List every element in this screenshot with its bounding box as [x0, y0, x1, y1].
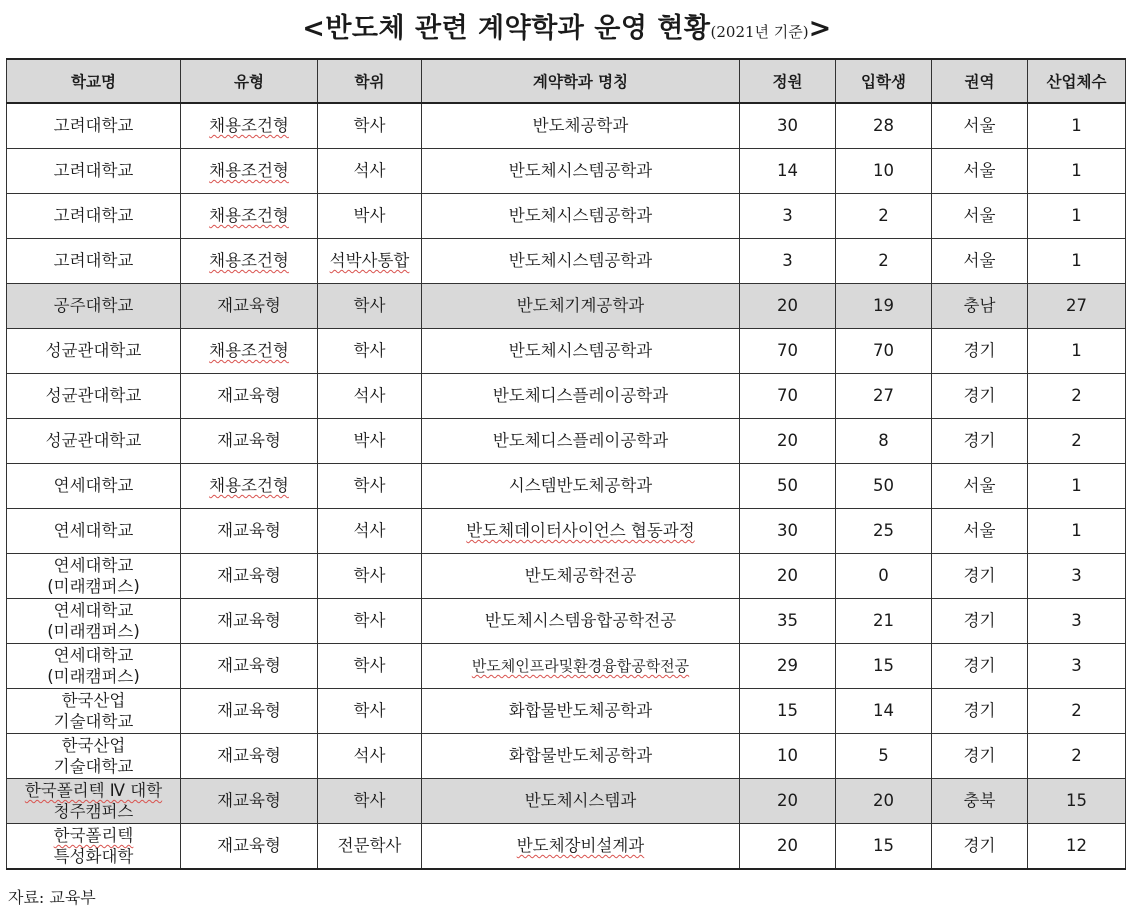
- cell-region: 충남: [932, 284, 1028, 329]
- cell-school-line2: 기술대학교: [53, 757, 134, 776]
- cell-school-line1: 한국폴리텍 Ⅳ 대학: [24, 781, 163, 800]
- header-degree: 학위: [318, 59, 422, 103]
- table-row: [7, 464, 1126, 509]
- cell-school: 성균관대학교: [7, 419, 181, 464]
- cell-region: 경기: [932, 689, 1028, 734]
- cell-admitted: 15: [836, 644, 932, 689]
- cell-type: 재교육형: [181, 374, 318, 419]
- cell-type-text: 채용조건형: [209, 251, 289, 270]
- cell-department: 반도체디스플레이공학과: [422, 374, 740, 419]
- cell-department: 시스템반도체공학과: [422, 464, 740, 509]
- cell-quota: 20: [740, 779, 836, 824]
- cell-school-line2: (미래캠퍼스): [47, 667, 140, 686]
- cell-degree: 박사: [318, 194, 422, 239]
- cell-region: 충북: [932, 779, 1028, 824]
- table-row: [7, 644, 1126, 689]
- cell-type: [181, 194, 318, 239]
- cell-school: [7, 779, 181, 824]
- cell-type: 재교육형: [181, 599, 318, 644]
- table-row: [7, 374, 1126, 419]
- cell-department: 반도체시스템공학과: [422, 194, 740, 239]
- cell-degree: 박사: [318, 419, 422, 464]
- cell-type-text: 채용조건형: [209, 161, 289, 180]
- cell-degree: 학사: [318, 554, 422, 599]
- cell-quota: 10: [740, 734, 836, 779]
- cell-region: 경기: [932, 734, 1028, 779]
- cell-type: 재교육형: [181, 824, 318, 870]
- cell-type: [181, 329, 318, 374]
- cell-companies: 12: [1028, 824, 1126, 870]
- cell-admitted: 19: [836, 284, 932, 329]
- cell-degree: 석사: [318, 149, 422, 194]
- cell-companies: 3: [1028, 644, 1126, 689]
- table-header-row: [7, 59, 1126, 103]
- cell-companies: 2: [1028, 734, 1126, 779]
- cell-admitted: 2: [836, 194, 932, 239]
- cell-quota: 29: [740, 644, 836, 689]
- cell-department: [422, 509, 740, 554]
- cell-school: [7, 734, 181, 779]
- cell-school: [7, 689, 181, 734]
- cell-school-line1: 한국폴리텍: [53, 826, 134, 845]
- cell-region: 경기: [932, 554, 1028, 599]
- cell-type: 재교육형: [181, 734, 318, 779]
- table-row: [7, 509, 1126, 554]
- cell-companies: 2: [1028, 689, 1126, 734]
- cell-school: 공주대학교: [7, 284, 181, 329]
- cell-admitted: 5: [836, 734, 932, 779]
- cell-companies: 15: [1028, 779, 1126, 824]
- cell-companies: 3: [1028, 599, 1126, 644]
- cell-type: 재교육형: [181, 644, 318, 689]
- cell-department: 화합물반도체공학과: [422, 689, 740, 734]
- cell-admitted: 0: [836, 554, 932, 599]
- cell-region: 경기: [932, 419, 1028, 464]
- cell-companies: 1: [1028, 239, 1126, 284]
- cell-admitted: 14: [836, 689, 932, 734]
- cell-department: 반도체공학전공: [422, 554, 740, 599]
- cell-school-line1: 한국산업: [61, 691, 126, 710]
- cell-admitted: 70: [836, 329, 932, 374]
- cell-admitted: 21: [836, 599, 932, 644]
- cell-school-line2: 특성화대학: [53, 847, 134, 866]
- cell-quota: 20: [740, 284, 836, 329]
- cell-type: 재교육형: [181, 554, 318, 599]
- cell-quota: 14: [740, 149, 836, 194]
- cell-school: [7, 599, 181, 644]
- cell-quota: 50: [740, 464, 836, 509]
- cell-department: 화합물반도체공학과: [422, 734, 740, 779]
- cell-admitted: 2: [836, 239, 932, 284]
- table-row: [7, 554, 1126, 599]
- cell-region: 경기: [932, 329, 1028, 374]
- cell-degree: 학사: [318, 284, 422, 329]
- cell-department: 반도체시스템공학과: [422, 239, 740, 284]
- cell-department: [422, 644, 740, 689]
- table-row: [7, 103, 1126, 149]
- cell-region: 서울: [932, 194, 1028, 239]
- table-row: [7, 419, 1126, 464]
- cell-quota: 20: [740, 554, 836, 599]
- cell-degree: 학사: [318, 644, 422, 689]
- title-end: >: [808, 13, 832, 44]
- cell-department-text: 반도체데이터사이언스 협동과정: [466, 521, 695, 540]
- cell-degree: 석사: [318, 374, 422, 419]
- cell-department: 반도체기계공학과: [422, 284, 740, 329]
- cell-department: 반도체공학과: [422, 103, 740, 149]
- cell-type: [181, 103, 318, 149]
- table-row: [7, 689, 1126, 734]
- title-main: <반도체 관련 계약학과 운영 현황: [302, 13, 711, 44]
- cell-school: 고려대학교: [7, 194, 181, 239]
- header-type: 유형: [181, 59, 318, 103]
- cell-admitted: 27: [836, 374, 932, 419]
- cell-degree: 학사: [318, 599, 422, 644]
- cell-type: 재교육형: [181, 284, 318, 329]
- cell-degree: 전문학사: [318, 824, 422, 870]
- cell-school: 고려대학교: [7, 103, 181, 149]
- cell-school-line1: 연세대학교: [53, 601, 134, 620]
- table-title: [0, 6, 1134, 45]
- cell-school-line1: 연세대학교: [53, 646, 134, 665]
- cell-department: 반도체시스템공학과: [422, 329, 740, 374]
- cell-department-text: 반도체인프라및환경융합공학전공: [471, 657, 690, 675]
- header-school: 학교명: [7, 59, 181, 103]
- table-row: [7, 734, 1126, 779]
- cell-degree: 학사: [318, 689, 422, 734]
- cell-region: 서울: [932, 149, 1028, 194]
- cell-type: 재교육형: [181, 419, 318, 464]
- header-department: 계약학과 명칭: [422, 59, 740, 103]
- cell-quota: 3: [740, 239, 836, 284]
- cell-companies: 1: [1028, 194, 1126, 239]
- cell-school: [7, 644, 181, 689]
- cell-school-line2: (미래캠퍼스): [47, 622, 140, 641]
- cell-quota: 20: [740, 419, 836, 464]
- cell-degree: 석사: [318, 734, 422, 779]
- cell-school: 연세대학교: [7, 464, 181, 509]
- cell-admitted: 28: [836, 103, 932, 149]
- table-row: [7, 194, 1126, 239]
- cell-region: 경기: [932, 599, 1028, 644]
- cell-companies: 1: [1028, 509, 1126, 554]
- cell-companies: 1: [1028, 149, 1126, 194]
- header-quota: 정원: [740, 59, 836, 103]
- cell-department-text: 반도체장비설계과: [516, 836, 645, 855]
- table-row: [7, 599, 1126, 644]
- cell-quota: 35: [740, 599, 836, 644]
- header-region: 권역: [932, 59, 1028, 103]
- header-companies: 산업체수: [1028, 59, 1126, 103]
- cell-type-text: 채용조건형: [209, 116, 289, 135]
- cell-admitted: 8: [836, 419, 932, 464]
- cell-companies: 2: [1028, 419, 1126, 464]
- contract-department-table: [6, 58, 1126, 870]
- cell-companies: 1: [1028, 103, 1126, 149]
- cell-companies: 1: [1028, 329, 1126, 374]
- cell-region: 서울: [932, 509, 1028, 554]
- cell-admitted: 50: [836, 464, 932, 509]
- cell-region: 경기: [932, 824, 1028, 870]
- source-note: 자료: 교육부: [8, 888, 96, 907]
- cell-school-line2: 기술대학교: [53, 712, 134, 731]
- cell-type-text: 채용조건형: [209, 341, 289, 360]
- cell-companies: 1: [1028, 464, 1126, 509]
- cell-admitted: 15: [836, 824, 932, 870]
- cell-quota: 70: [740, 329, 836, 374]
- cell-school: 성균관대학교: [7, 374, 181, 419]
- cell-department: 반도체시스템공학과: [422, 149, 740, 194]
- cell-quota: 30: [740, 103, 836, 149]
- cell-school-line1: 연세대학교: [53, 556, 134, 575]
- table-row: [7, 149, 1126, 194]
- cell-companies: 27: [1028, 284, 1126, 329]
- table-row: [7, 239, 1126, 284]
- cell-degree: 학사: [318, 103, 422, 149]
- table-row: [7, 329, 1126, 374]
- cell-school-line1: 한국산업: [61, 736, 126, 755]
- cell-region: 경기: [932, 644, 1028, 689]
- cell-degree: 학사: [318, 779, 422, 824]
- cell-school: 성균관대학교: [7, 329, 181, 374]
- cell-degree: 학사: [318, 464, 422, 509]
- cell-school-line2: (미래캠퍼스): [47, 577, 140, 596]
- cell-quota: 20: [740, 824, 836, 870]
- cell-department: 반도체디스플레이공학과: [422, 419, 740, 464]
- table-row: [7, 779, 1126, 824]
- cell-quota: 3: [740, 194, 836, 239]
- cell-type: 재교육형: [181, 509, 318, 554]
- header-admitted: 입학생: [836, 59, 932, 103]
- cell-quota: 30: [740, 509, 836, 554]
- cell-department: 반도체시스템과: [422, 779, 740, 824]
- cell-type: [181, 239, 318, 284]
- cell-degree: 석사: [318, 509, 422, 554]
- table-row: [7, 824, 1126, 870]
- cell-department: [422, 824, 740, 870]
- cell-type: 재교육형: [181, 689, 318, 734]
- cell-degree: [318, 239, 422, 284]
- cell-quota: 70: [740, 374, 836, 419]
- cell-type-text: 채용조건형: [209, 476, 289, 495]
- cell-type: 재교육형: [181, 779, 318, 824]
- cell-region: 서울: [932, 464, 1028, 509]
- cell-admitted: 25: [836, 509, 932, 554]
- cell-region: 경기: [932, 374, 1028, 419]
- title-sub: (2021년 기준): [710, 23, 809, 41]
- cell-type: [181, 149, 318, 194]
- cell-companies: 3: [1028, 554, 1126, 599]
- cell-companies: 2: [1028, 374, 1126, 419]
- cell-admitted: 20: [836, 779, 932, 824]
- table-row: [7, 284, 1126, 329]
- cell-school: [7, 554, 181, 599]
- cell-region: 서울: [932, 239, 1028, 284]
- cell-school: [7, 824, 181, 870]
- cell-department: 반도체시스템융합공학전공: [422, 599, 740, 644]
- cell-school: 연세대학교: [7, 509, 181, 554]
- cell-degree: 학사: [318, 329, 422, 374]
- cell-type-text: 채용조건형: [209, 206, 289, 225]
- cell-type: [181, 464, 318, 509]
- cell-region: 서울: [932, 103, 1028, 149]
- cell-degree-text: 석박사통합: [329, 251, 410, 270]
- cell-school: 고려대학교: [7, 239, 181, 284]
- cell-quota: 15: [740, 689, 836, 734]
- cell-school-line2: 청주캠퍼스: [53, 802, 134, 821]
- cell-admitted: 10: [836, 149, 932, 194]
- cell-school: 고려대학교: [7, 149, 181, 194]
